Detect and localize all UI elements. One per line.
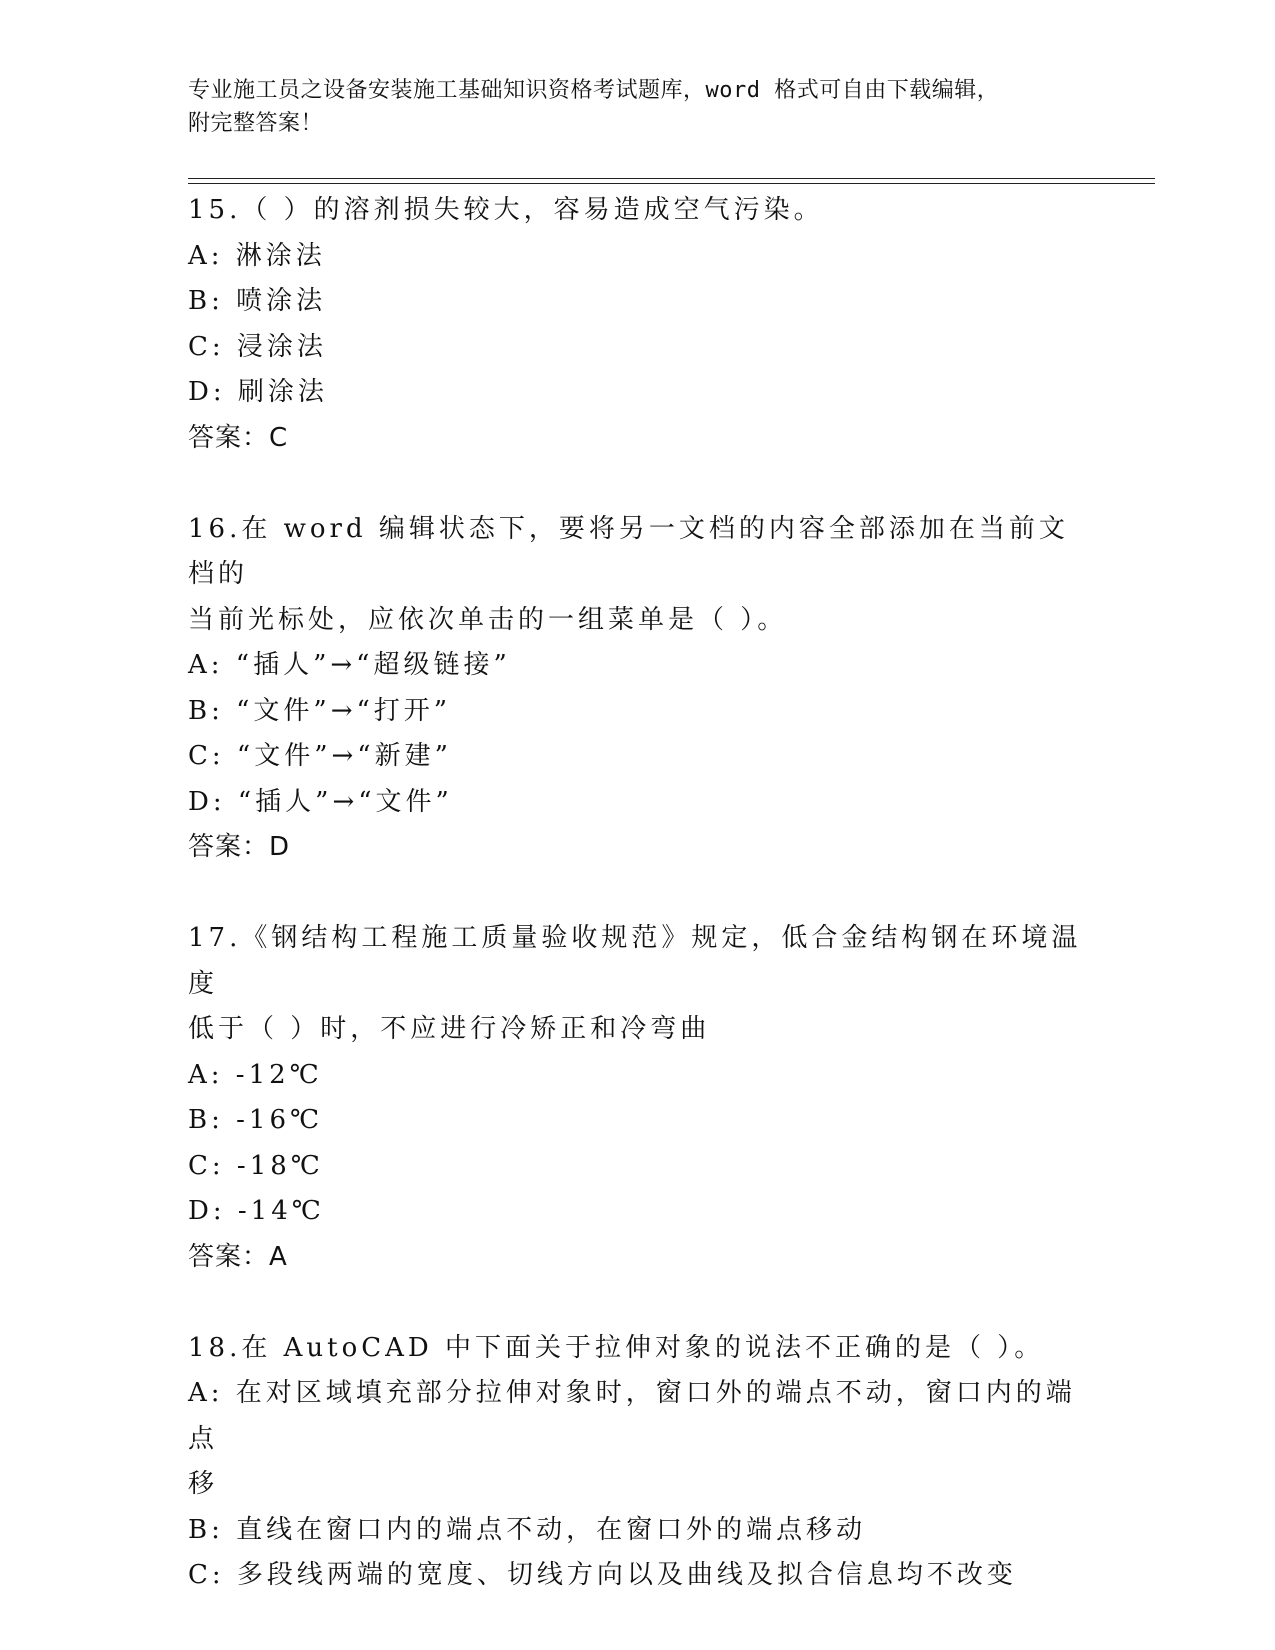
option-c: C: 多段线两端的宽度、切线方向以及曲线及拟合信息均不改变 [188, 1560, 1017, 1590]
answer-line: 答案：D [188, 832, 291, 862]
header-line-1: 专业施工员之设备安装施工基础知识资格考试题库，word 格式可自由下载编辑， [188, 78, 1000, 103]
header-line-2: 附完整答案！ [188, 111, 324, 136]
question-stem: 17.《钢结构工程施工质量验收规范》规定，低合金结构钢在环境温度 [188, 923, 1082, 999]
option-c: C: “文件”→“新建” [188, 741, 452, 771]
document-header [188, 74, 1068, 140]
option-b: B: “文件”→“打开” [188, 695, 452, 726]
question-stem-continued: 当前光标处，应依次单击的一组菜单是（ ）。 [188, 604, 788, 635]
question-16 [188, 507, 1088, 871]
option-a-continued: 移 [188, 1469, 219, 1499]
header-divider-bottom [188, 183, 1155, 184]
question-stem: 18.在 AutoCAD 中下面关于拉伸对象的说法不正确的是（ ）。 [188, 1332, 1045, 1363]
option-b: B: 直线在窗口内的端点不动，在窗口外的端点移动 [188, 1514, 867, 1545]
header-divider-top [188, 178, 1155, 179]
option-c: C: 浸涂法 [188, 331, 327, 362]
option-b: B: 喷涂法 [188, 286, 327, 316]
question-stem: 15.（ ）的溶剂损失较大，容易造成空气污染。 [188, 195, 824, 225]
answer-line: 答案：C [188, 422, 289, 453]
option-a: A: 淋涂法 [188, 240, 326, 271]
question-stem-continued: 低于（ ）时，不应进行冷矫正和冷弯曲 [188, 1014, 711, 1044]
question-15 [188, 188, 1088, 461]
question-17 [188, 916, 1088, 1280]
option-a: A: 在对区域填充部分拉伸对象时，窗口外的端点不动，窗口内的端点 [188, 1378, 1076, 1454]
question-list [188, 188, 1088, 1599]
option-d: D: 刷涂法 [188, 377, 328, 407]
option-d: D: “插人”→“文件” [188, 786, 453, 817]
option-b: B: -16℃ [188, 1105, 324, 1135]
question-stem: 16.在 word 编辑状态下，要将另一文档的内容全部添加在当前文档的 [188, 513, 1069, 589]
option-a: A: -12℃ [188, 1059, 323, 1090]
question-18 [188, 1326, 1088, 1599]
answer-line: 答案：A [188, 1241, 288, 1272]
option-d: D: -14℃ [188, 1196, 325, 1226]
option-c: C: -18℃ [188, 1150, 324, 1181]
option-a: A: “插人”→“超级链接” [188, 650, 511, 680]
